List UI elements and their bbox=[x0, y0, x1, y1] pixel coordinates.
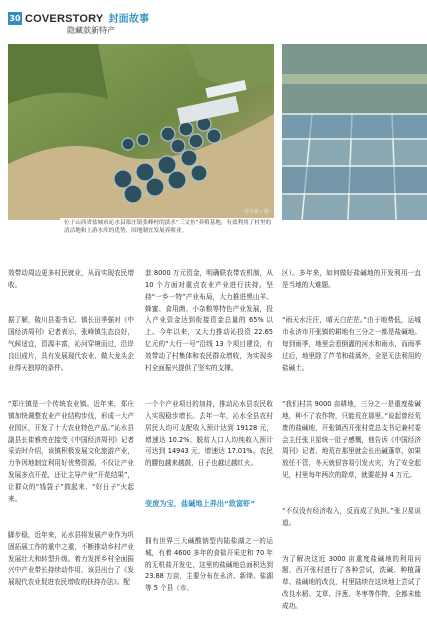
paragraph: 脚步稳，近年来，沁水县将发展产业作为巩固拓展工作的重中之重，不断推动乡村产业发展壮大和转型升级。着力发挥乡村全面振兴中产业带长持续动作用，该县出台了《发展现代农业促进农民增收的扶持办法》。配 bbox=[8, 530, 134, 587]
fish-farm-photo bbox=[8, 44, 274, 220]
paragraph: 据了解，陵川县委书记、镇长田季强对《中国经济周刊》记者表示，张峰镇生态良好，气候适宜，资源丰富，沁河穿境而过，沿岸良田成片，具有发展现代农业、做大龙头企业得天独厚的条件。 bbox=[8, 316, 134, 373]
paragraph: 拥有世界三大碱酸钠型内陆盐湖之一的运城，有着 4600 多年的食盐开采史和 70 年的无机盐开发史，这里的盐碱地总面积达到 23.88 万亩，主要分布在永济、新绛、盐湖等 5 个县（市、 bbox=[145, 536, 276, 593]
paragraph: 套 8000 万元资金，明确联农带农机制，从 10 个方面对重点农业产业进行扶持。坚持“一乡一特”产业布局，大力推进黑山羊、蜂蜜、食用菌、小杂粮等特色产业发展，投入产业资金达到衔接资金总量的 65% 以上。今年以来，又大力推动沁投资 22.65 亿元的“大行一号”沿线 13 个项目建设，有效带动了村集体和农民群众增收，为实现乡村全面振兴提供了坚实的支撑。 bbox=[145, 268, 276, 373]
paragraph: “郑庄镇是一个传统农业镇。近年来，郑庄镇加快调整农业产业结构步伐，形成一大产业园区，开发了十大农业特色产品。”沁水县副县长崔雅亮在接受《中国经济周刊》记者采访时介绍，该镇积极发展文化旅游产业，力争因地制宜利用好优势资源，不仅让产业发展多点开花，还让主导产业“开花结果”，让群众的“钱袋子”鼓起来、“好日子”火起来。 bbox=[8, 399, 134, 504]
paragraph: 效带动周边更多村民就业，从而实现农民增收。 bbox=[8, 268, 134, 289]
photo-caption: 位于山西省盐城市沁水县郑庄镇张峰村的淡水“三文鱼”养殖基地，有效利用了村里的清洁地和上游水库的优势，因地制宜发展养殖业。 bbox=[64, 220, 272, 234]
paragraph: 一个个产业项目的加持，推动沁水县农民收入实现稳步增长。去年一年，沁水全县农村居民人均可支配收入预计达到 19128 元，增速达 10.2%；脱贫人口人均纯收入预计可达到 14943 元，增速达 17.01%。农民的腰包越来越鼓，日子也越过越红火。 bbox=[145, 399, 273, 468]
paragraph: 区）。多年来，如何做好盐碱地的开发利用一直是当地的大难题。 bbox=[282, 268, 421, 289]
paragraph: 为了解决这近 3000 亩重度盐碱地的利用问题，西开张村进行了各种尝试，洗碱、种植蒲草、盐碱地的改良，村里陆续在这块地上尝试了改良水稻、艾草、洋葱、冬枣等作物，全都未能成功。 bbox=[282, 554, 421, 611]
page-number: 30 bbox=[9, 14, 21, 23]
paragraph: “不仅没有经济收入，反而成了负担。”张卫星说道。 bbox=[282, 506, 421, 527]
section-heading: 变废为宝，盐碱地上养出“致富虾” bbox=[145, 499, 256, 509]
saline-pond-photo bbox=[282, 44, 427, 220]
subsection-title: 隐藏款新特产 bbox=[67, 26, 115, 35]
article-column-2 bbox=[145, 244, 276, 607]
section-title-zh: 封面故事 bbox=[108, 14, 150, 25]
article-column-3 bbox=[282, 244, 421, 625]
paragraph: “我们村共 9000 亩耕地，三分之一是重度盐碱地，种不了农作物，只能荒在那里。”说起曾经荒废的盐碱地，开张镇西开张村党总支书记兼村委会主任张卫星统一肚子感慨，他告诉《中国经济周刊》记者，地荒在那里就会长出碱蓬草，如果放任不管，冬天就很容易引发火灾，为了安全起见，村里每年两次的除草，就要花掉 4 万元。 bbox=[282, 399, 421, 480]
photo-credit: 李宇新 / 摄 bbox=[244, 209, 269, 215]
section-title-en: COVERSTORY bbox=[25, 13, 104, 25]
section-title bbox=[25, 10, 149, 25]
article-column-1 bbox=[8, 244, 134, 601]
paragraph: “雨天水汪汪，晴天白茫茫。”由于地势低，运城市永济市开张镇的耕地有三分之一都是盐碱地。每到雨季，地里会看倒灌的河水和雨水，而雨季过后，地里除了芦苇和盐蒿外，全是无法利用的盐碱土。 bbox=[282, 316, 421, 373]
